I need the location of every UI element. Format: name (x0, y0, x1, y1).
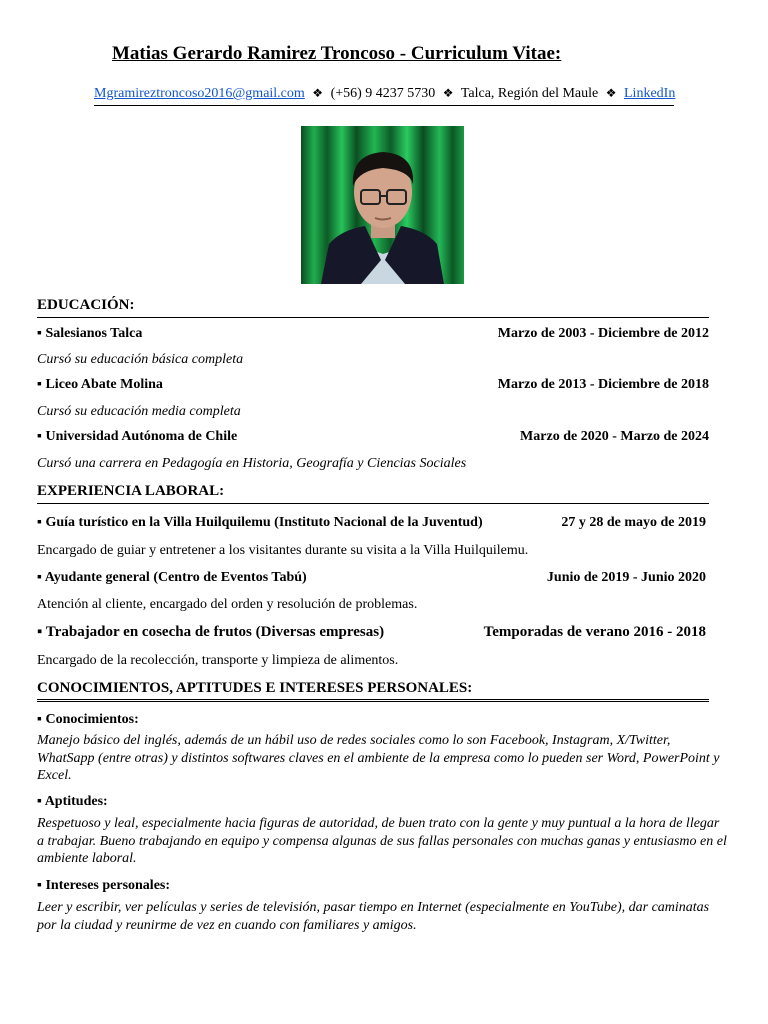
education-name: ▪ Salesianos Talca (37, 326, 143, 341)
education-item (37, 377, 709, 393)
profile-photo (301, 126, 464, 284)
skills-heading: CONOCIMIENTOS, APTITUDES E INTERESES PERSONALES: (37, 680, 709, 702)
skills-desc: Manejo básico del inglés, además de un hábil uso de redes sociales como lo son Facebook, Instagram, X/Twitter, WhatSapp (entre otras) y distintos softwares claves en el ambiente de la empresa como lo pueden ser Word, PowerPoint y Excel. (37, 733, 720, 783)
experience-name: ▪ Ayudante general (Centro de Eventos Tabú) (37, 570, 307, 585)
education-item (37, 326, 709, 342)
education-dates: Marzo de 2020 - Marzo de 2024 (520, 429, 709, 444)
education-dates: Marzo de 2013 - Diciembre de 2018 (497, 377, 709, 392)
skills-item-title: ▪ Intereses personales: (37, 878, 171, 893)
contact-line (94, 86, 674, 106)
experience-name: ▪ Trabajador en cosecha de frutos (Diversas empresas) (37, 624, 385, 640)
skills-desc: Leer y escribir, ver películas y series de televisión, pasar tiempo en Internet (especialmente en YouTube), dar caminatas por la ciudad y reunirme de vez en cuando con familiares y amigos. (37, 900, 710, 933)
experience-desc: Encargado de guiar y entretener a los visitantes durante su visita a la Villa Huilquilemu. (37, 543, 529, 558)
experience-desc: Encargado de la recolección, transporte y limpieza de alimentos. (37, 653, 399, 668)
profile-photo-image (301, 126, 464, 284)
location-text: Talca, Región del Maule (460, 86, 599, 101)
separator-icon: ❖ (605, 86, 617, 100)
experience-heading: EXPERIENCIA LABORAL: (37, 483, 709, 504)
experience-dates: Junio de 2019 - Junio 2020 (546, 570, 706, 585)
skills-desc: Respetuoso y leal, especialmente hacia figuras de autoridad, de buen trato con la gente y muy puntual a la hora de llegar a trabajar. Bueno trabajando en equipo y compensa algunas de sus fallas personales con muchas ganas y entusiasmo en el ambiente laboral. (37, 816, 727, 866)
skills-item-title: ▪ Conocimientos: (37, 712, 139, 727)
experience-item (37, 515, 706, 531)
separator-icon: ❖ (312, 86, 324, 100)
education-desc: Cursó su educación básica completa (37, 352, 244, 367)
experience-name: ▪ Guía turístico en la Villa Huilquilemu (Instituto Nacional de la Juventud) (37, 515, 483, 530)
email-link[interactable]: Mgramireztroncoso2016@gmail.com (94, 86, 305, 101)
experience-dates: 27 y 28 de mayo de 2019 (561, 515, 706, 530)
education-heading: EDUCACIÓN: (37, 297, 709, 318)
education-name: ▪ Universidad Autónoma de Chile (37, 429, 238, 444)
experience-item (37, 624, 706, 641)
education-item (37, 429, 709, 445)
education-desc: Cursó su educación media completa (37, 404, 241, 419)
separator-icon: ❖ (442, 86, 454, 100)
experience-desc: Atención al cliente, encargado del orden y resolución de problemas. (37, 597, 418, 612)
education-name: ▪ Liceo Abate Molina (37, 377, 163, 392)
phone-text: (+56) 9 4237 5730 (330, 86, 436, 101)
experience-dates: Temporadas de verano 2016 - 2018 (483, 624, 706, 640)
linkedin-link[interactable]: LinkedIn (624, 86, 676, 101)
page-title: Matias Gerardo Ramirez Troncoso - Curriculum Vitae: (112, 43, 562, 64)
education-dates: Marzo de 2003 - Diciembre de 2012 (497, 326, 709, 341)
skills-item-title: ▪ Aptitudes: (37, 794, 108, 809)
education-desc: Cursó una carrera en Pedagogía en Historia, Geografía y Ciencias Sociales (37, 456, 467, 471)
experience-item (37, 570, 706, 586)
